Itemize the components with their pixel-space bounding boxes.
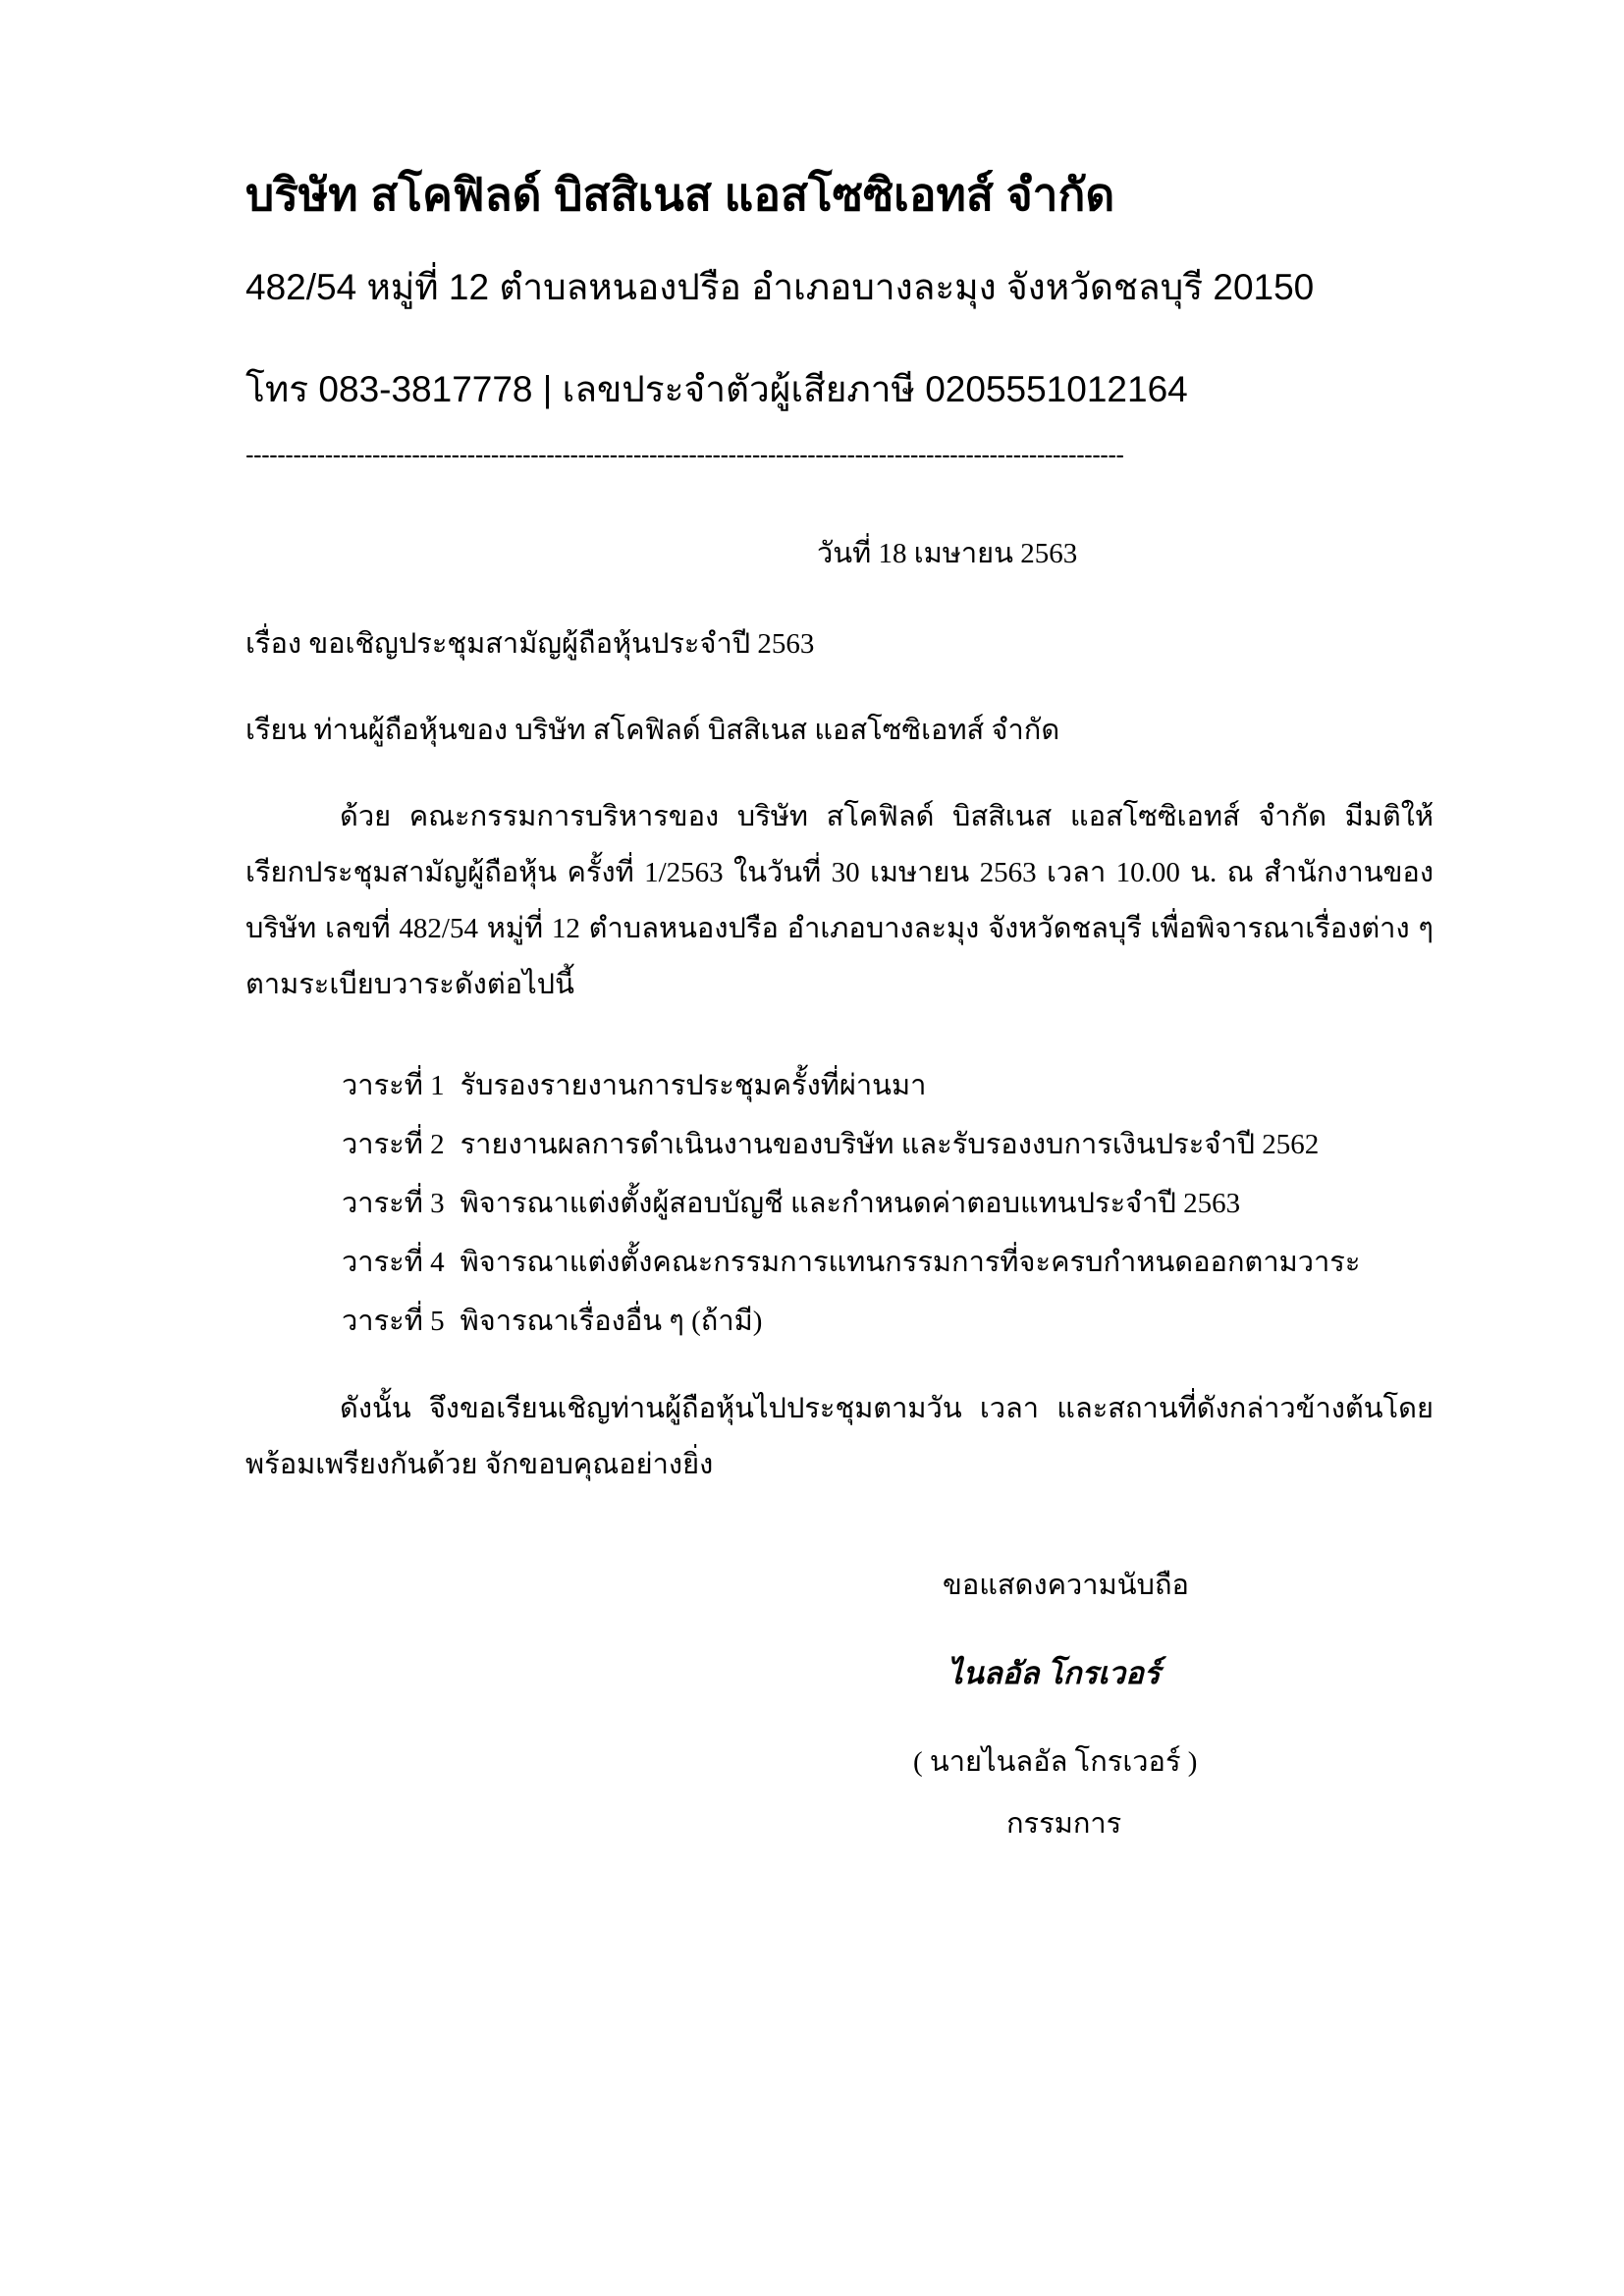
letter-subject: เรื่อง ขอเชิญประชุมสามัญผู้ถือหุ้นประจำปี 2563	[245, 628, 815, 660]
agenda-item	[342, 1243, 1360, 1302]
agenda-text: รับรองรายงานการประชุมครั้งที่ผ่านมา	[460, 1070, 927, 1101]
agenda-text: พิจารณาแต่งตั้งคณะกรรมการแทนกรรมการที่จะครบกำหนดออกตามวาระ	[460, 1247, 1361, 1278]
agenda-item	[342, 1066, 1360, 1125]
closing-regards: ขอแสดงความนับถือ	[943, 1570, 1189, 1601]
body-paragraph	[245, 797, 1434, 1021]
letter-date: วันที่ 18 เมษายน 2563	[817, 538, 1078, 569]
agenda-list	[342, 1066, 1360, 1361]
agenda-number: วาระที่ 5	[342, 1306, 445, 1337]
signer-name: ( นายไนลอัล โกรเวอร์ )	[913, 1746, 1198, 1778]
paragraph-line: ตามระเบียบวาระดังต่อไปนี้	[245, 969, 574, 1000]
company-address: 482/54 หมู่ที่ 12 ตำบลหนองปรือ อำเภอบางละมุง จังหวัดชลบุรี 20150	[245, 267, 1315, 307]
closing-line: พร้อมเพรียงกันด้วย จักขอบคุณอย่างยิ่ง	[245, 1449, 714, 1480]
signature: ไนลอัล โกรเวอร์	[947, 1656, 1161, 1690]
closing-line: ดังนั้น จึงขอเรียนเชิญท่านผู้ถือหุ้นไปประชุมตามวัน เวลา และสถานที่ดังกล่าวข้างต้นโดย	[340, 1393, 1434, 1424]
agenda-number: วาระที่ 4	[342, 1247, 445, 1278]
paragraph-line: บริษัท เลขที่ 482/54 หมู่ที่ 12 ตำบลหนองปรือ อำเภอบางละมุง จังหวัดชลบุรี เพื่อพิจารณาเรื่องต่าง ๆ	[245, 913, 1434, 944]
agenda-text: รายงานผลการดำเนินงานของบริษัท และรับรองงบการเงินประจำปี 2562	[460, 1129, 1320, 1160]
agenda-number: วาระที่ 1	[342, 1070, 445, 1101]
letter-salutation: เรียน ท่านผู้ถือหุ้นของ บริษัท สโคฟิลด์ บิสสิเนส แอสโซซิเอทส์ จำกัด	[245, 715, 1060, 746]
agenda-item	[342, 1184, 1360, 1243]
agenda-number: วาระที่ 2	[342, 1129, 445, 1160]
signer-title: กรรมการ	[1006, 1808, 1122, 1840]
company-name: บริษัท สโคฟิลด์ บิสสิเนส แอสโซซิเอทส์ จำกัด	[245, 169, 1115, 220]
agenda-number: วาระที่ 3	[342, 1188, 445, 1219]
paragraph-line: เรียกประชุมสามัญผู้ถือหุ้น ครั้งที่ 1/2563 ในวันที่ 30 เมษายน 2563 เวลา 10.00 น. ณ สำนักงานของ	[245, 857, 1434, 888]
agenda-item	[342, 1125, 1360, 1184]
letterhead-divider: ---------------------------------------------------------------------------------------------------------------	[245, 440, 1124, 469]
paragraph-line: ด้วย คณะกรรมการบริหารของ บริษัท สโคฟิลด์ บิสสิเนส แอสโซซิเอทส์ จำกัด มีมติให้	[340, 801, 1434, 832]
agenda-text: พิจารณาแต่งตั้งผู้สอบบัญชี และกำหนดค่าตอบแทนประจำปี 2563	[460, 1188, 1241, 1219]
agenda-text: พิจารณาเรื่องอื่น ๆ (ถ้ามี)	[460, 1306, 763, 1337]
closing-paragraph	[245, 1389, 1434, 1501]
agenda-item	[342, 1302, 1360, 1361]
company-contact: โทร 083-3817778 | เลขประจำตัวผู้เสียภาษี 0205551012164	[245, 369, 1188, 409]
